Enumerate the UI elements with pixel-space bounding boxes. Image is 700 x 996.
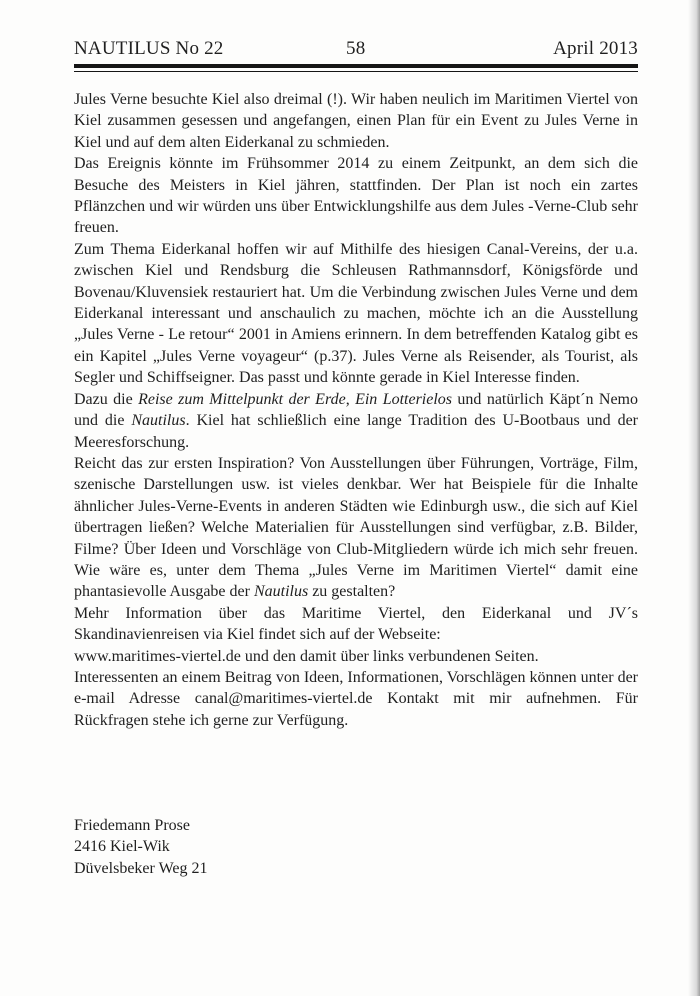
- header-rule-thick: [74, 64, 638, 68]
- page-number: 58: [346, 38, 366, 59]
- book-title: Ein Lotterielos: [355, 390, 453, 408]
- text-run: . Kiel hat schließlich eine lange Tradition des U-Bootbaus und der Meeresforschung.: [74, 412, 638, 451]
- paragraph: Interessenten an einem Beitrag von Ideen, Informationen, Vorschlägen können unter der e-mail Adresse canal@maritimes-viertel.de Kontakt mit mir aufnehmen. Für Rückfragen stehe ich gerne zur Verfügung.: [74, 668, 638, 729]
- paragraph: [74, 389, 638, 453]
- magazine-title: Nautilus: [131, 412, 186, 430]
- signature-block: [74, 815, 374, 879]
- issue-date: April 2013: [553, 38, 638, 59]
- author-city: 2416 Kiel-Wik: [74, 838, 170, 856]
- paragraph: Zum Thema Eiderkanal hoffen wir auf Mithilfe des hiesigen Canal-Vereins, der u.a. zwischen Kiel und Rendsburg die Schleusen Rathmannsdorf, Königsförde und Bovenau/Kluvensiek restauriert hat. Um die Verbindung zwischen Jules Verne und dem Eiderkanal interessant und anschaulich zu machen, möchte ich an die Ausstellung „Jules Verne - Le retour“ 2001 in Amiens erinnern. In dem betreffenden Katalog gibt es ein Kapitel „Jules Verne voyageur“ (p.37). Jules Verne als Reisender, als Tourist, als Segler und Schiffseigner. Das passt und könnte gerade in Kiel Interesse finden.: [74, 240, 638, 387]
- magazine-title: Nautilus: [253, 583, 309, 601]
- magazine-issue: NAUTILUS No 22: [74, 38, 224, 59]
- text-run: Dazu die: [74, 390, 139, 408]
- author-name: Friedemann Prose: [74, 817, 190, 834]
- header-rule-thin: [74, 71, 638, 72]
- paragraph: Das Ereignis könnte im Frühsommer 2014 zu einem Zeitpunkt, an dem sich die Besuche des Meisters in Kiel jähren, stattfinden. Der Plan ist noch ein zartes Pflänzchen und wir würden uns über Entwicklungshilfe aus dem Jules -Verne-Club sehr freuen.: [74, 155, 638, 237]
- text-run: und natürlich Käpt´n Nemo und die: [74, 390, 638, 430]
- text-run: Reicht das zur ersten Inspiration? Von Ausstellungen über Führungen, Vorträge, Film, szenische Darstellungen usw. ist vieles denkbar. Wer hat Beispiele für die Inhalte ähnlicher Jules-Verne-Events in anderen Städten wie Edinburgh usw., die sich auf Kiel übertragen ließen? Welche Materialien für Ausstellungen sind verfügbar, z.B. Bilder, Filme? Über Ideen und Vorschläge von Club-Mitgliedern würde ich mich sehr freuen. Wie wäre es, unter dem Thema „Jules Verne im Maritimen Viertel“ damit eine phantasievolle Ausgabe der: [74, 454, 638, 601]
- text-run: ,: [345, 390, 356, 408]
- text-run: zu gestalten?: [308, 583, 396, 601]
- page-header: [74, 38, 638, 66]
- website-line: www.maritimes-viertel.de und den damit über links verbundenen Seiten.: [74, 647, 539, 665]
- article-body: [74, 89, 638, 731]
- author-street: Düvelsbeker Weg 21: [74, 859, 208, 877]
- paragraph: Jules Verne besuchte Kiel also dreimal (!). Wir haben neulich im Maritimen Viertel von Kiel zusammen gesessen und angefangen, einen Plan für ein Event zu Jules Verne in Kiel und auf dem alten Eiderkanal zu schmieden.: [74, 91, 638, 151]
- book-title: Reise zum Mittelpunkt der Erde: [138, 390, 346, 408]
- paragraph: [74, 453, 638, 603]
- page-edge-shadow: [688, 0, 700, 996]
- paragraph: Mehr Information über das Maritime Viertel, den Eiderkanal und JV´s Skandinavienreisen via Kiel findet sich auf der Webseite:: [74, 604, 638, 644]
